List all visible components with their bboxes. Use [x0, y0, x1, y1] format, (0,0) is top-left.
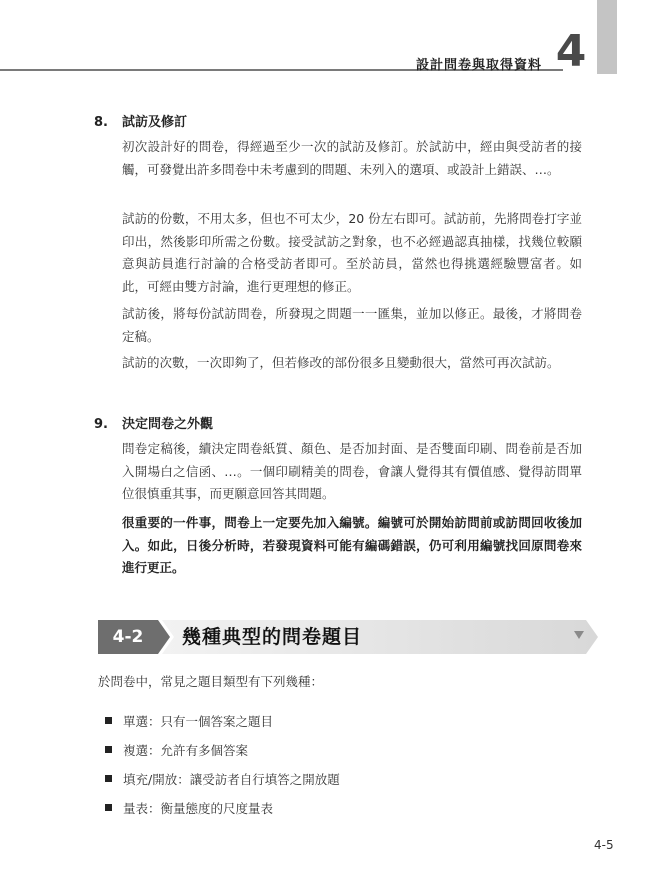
list-item-text: 量表：衡量態度的尺度量表 [123, 800, 274, 816]
item-number: 9. [94, 417, 108, 432]
item-heading-9 [94, 413, 213, 432]
paragraph: 試訪的次數，一次即夠了，但若修改的部份很多且變動很大，當然可再次試訪。 [122, 355, 560, 370]
list-item [105, 706, 340, 735]
paragraph: 試訪後，將每份試訪問卷，所發現之問題一一匯集，並加以修正。最後，才將問卷定稿。 [122, 306, 582, 344]
square-bullet-icon [105, 775, 112, 782]
question-type-list [105, 706, 340, 822]
chapter-number: 4 [555, 26, 587, 77]
item-title: 試訪及修訂 [122, 115, 188, 130]
emphasis-paragraph: 很重要的一件事，問卷上一定要先加入編號。編號可於開始訪問前或訪問回收後加入。如此，日後分析時，若發現資料可能有編碼錯誤，仍可利用編號找回原問卷來進行更正。 [122, 515, 582, 575]
paragraph: 問卷定稿後，續決定問卷紙質、顏色、是否加封面、是否雙面印刷、問卷前是否加入開場白之信函、…。一個印刷精美的問卷，會讓人覺得其有價值感、覺得訪問單位很慎重其事，而更願意回答其問題。 [122, 441, 582, 501]
square-bullet-icon [105, 746, 112, 753]
list-item-text: 單選：只有一個答案之題目 [123, 713, 274, 729]
intro-text: 於問卷中，常見之題目類型有下列幾種： [98, 674, 324, 689]
section-number: 4-2 [112, 627, 144, 647]
list-item [105, 793, 340, 822]
item-heading-8 [94, 111, 187, 130]
chapter-side-tab [597, 0, 617, 74]
triangle-down-icon [574, 631, 584, 639]
section-banner [98, 620, 598, 654]
paragraph: 試訪的份數，不用太多，但也不可太少，20 份左右即可。試訪前，先將問卷打字並印出，然後影印所需之份數。接受試訪之對象，也不必經過認真抽樣，找幾位較願意與訪員進行討論的合格受訪者即可。至於訪員，當然也得挑選經驗豐富者。如此，可經由雙方討論，進行更理想的修正。 [122, 211, 582, 294]
section-title: 幾種典型的問卷題目 [182, 626, 363, 648]
square-bullet-icon [105, 804, 112, 811]
chapter-title: 設計問卷與取得資料 [415, 58, 542, 73]
item-title: 決定問卷之外觀 [122, 417, 214, 432]
list-item [105, 764, 340, 793]
square-bullet-icon [105, 717, 112, 724]
list-item-text: 填充/開放：讓受訪者自行填答之開放題 [123, 771, 340, 787]
list-item-text: 複選：允許有多個答案 [123, 742, 249, 758]
page-number: 4-5 [594, 838, 614, 852]
list-item [105, 735, 340, 764]
paragraph: 初次設計好的問卷，得經過至少一次的試訪及修訂。於試訪中，經由與受訪者的接觸，可發覺出許多問卷中未考慮到的問題、未列入的選項、或設計上錯誤、…。 [122, 139, 582, 177]
item-number: 8. [94, 115, 108, 130]
